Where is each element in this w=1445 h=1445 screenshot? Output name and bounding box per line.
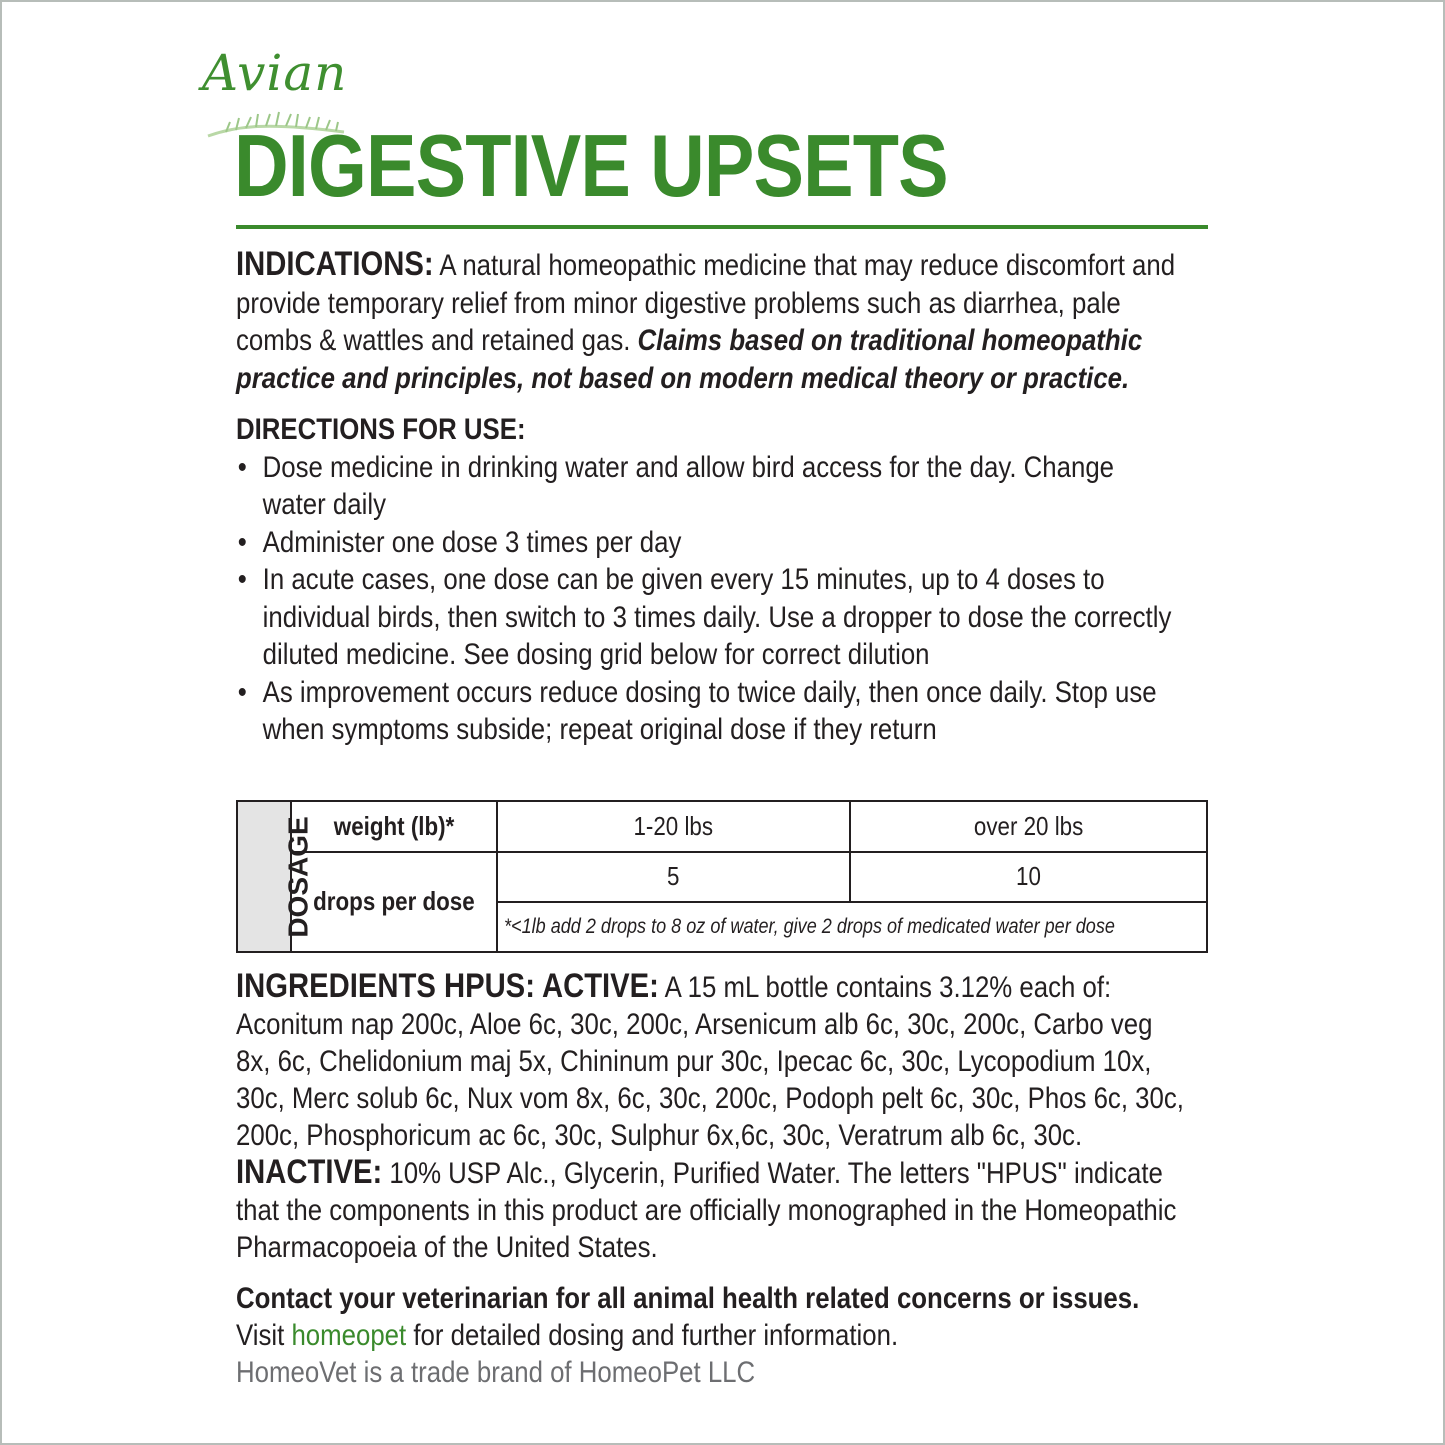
- dosage-note: *<1lb add 2 drops to 8 oz of water, give 2 drops of medicated water per dose: [504, 915, 1115, 939]
- indications-paragraph: [236, 246, 1182, 397]
- list-item: • Dose medicine in drinking water and allow bird access for the day. Change water daily: [236, 449, 1182, 524]
- inactive-heading: INACTIVE:: [236, 1153, 383, 1191]
- weight-col2-cell: [850, 801, 1207, 852]
- ingredients-footer-text: [236, 968, 1191, 1391]
- homeopet-link[interactable]: homeopet: [291, 1319, 407, 1352]
- directions-list: [236, 449, 1182, 749]
- ingredients-heading: INGREDIENTS HPUS: ACTIVE:: [236, 967, 659, 1005]
- list-item: • In acute cases, one dose can be given every 15 minutes, up to 4 doses to individual birds, then switch to 3 times daily. Use a dropper to dose the correctly diluted medicine. See dosing grid below for correct dilution: [236, 561, 1182, 674]
- list-item: • Administer one dose 3 times per day: [236, 524, 1182, 562]
- weight-col1: 1-20 lbs: [633, 810, 714, 841]
- dosage-note-cell: [497, 902, 1207, 952]
- directions-heading: DIRECTIONS FOR USE:: [236, 413, 526, 446]
- dosage-side-label: DOSAGE: [282, 815, 314, 938]
- dosage-side-cell: [237, 801, 314, 952]
- visit-post: for detailed dosing and further information.: [406, 1319, 899, 1352]
- list-item: • As improvement occurs reduce dosing to twice daily, then once daily. Stop use when symptoms subside; repeat original dose if they return: [236, 674, 1182, 749]
- drops-label: drops per dose: [313, 886, 475, 917]
- logo-text: Avian: [202, 44, 348, 102]
- contact-text: Contact your veterinarian for all animal health related concerns or issues.: [236, 1282, 1140, 1315]
- drops-val1-cell: [497, 852, 850, 903]
- active-ingredients: A 15 mL bottle contains 3.12% each of: Aconitum nap 200c, Aloe 6c, 30c, 200c, Arsenicum alb 6c, 30c, 200c, Carbo veg 8x, 6c, Chelidonium maj 5x, Chininum pur 30c, Ipecac 6c, 30c, Lycopodium 10x, 30c, Merc solub 6c, Nux vom 8x, 6c, 30c, 200c, Podoph pelt 6c, 30c, Phos 6c, 30c, 200c, Phosphoricum ac 6c, 30c, Sulphur 6x,6c, 30c, Veratrum alb 6c, 30c.: [236, 971, 1184, 1152]
- weight-label: weight (lb)*: [333, 810, 455, 841]
- title-divider: [236, 225, 1208, 229]
- drops-val2: 10: [1016, 861, 1041, 892]
- drops-val1: 5: [667, 861, 680, 892]
- dosage-table: [236, 800, 1206, 953]
- drops-val2-cell: [850, 852, 1207, 903]
- weight-col2: over 20 lbs: [973, 810, 1084, 841]
- main-text: [236, 246, 1182, 749]
- claims-text: Claims based on traditional homeopathic practice and principles, not based on modern medical theory or practice.: [236, 324, 1143, 395]
- trade-text: HomeoVet is a trade brand of HomeoPet LLC: [236, 1356, 756, 1389]
- weight-label-cell: [291, 801, 497, 852]
- indications-heading: INDICATIONS:: [236, 245, 434, 283]
- ingredients-paragraph: [236, 968, 1191, 1266]
- page-title: DIGESTIVE UPSETS: [234, 116, 948, 215]
- drops-label-cell: [291, 852, 497, 952]
- weight-col1-cell: [497, 801, 850, 852]
- inactive-ingredients: 10% USP Alc., Glycerin, Purified Water. The letters "HPUS" indicate that the components in this product are officially monographed in the Homeopathic Pharmacopoeia of the United States.: [236, 1157, 1177, 1264]
- indications-text: A natural homeopathic medicine that may reduce discomfort and provide temporary relief from minor digestive problems such as diarrhea, pale combs & wattles and retained gas.: [236, 249, 1176, 357]
- visit-pre: Visit: [236, 1319, 292, 1352]
- visit-line: [236, 1317, 1191, 1354]
